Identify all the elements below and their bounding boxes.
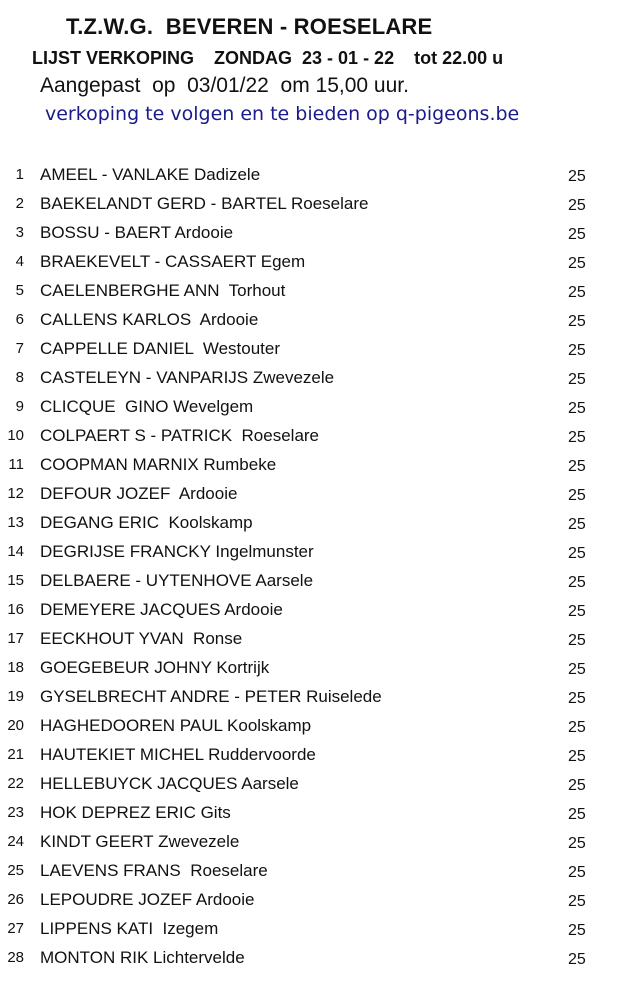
list-item — [0, 917, 620, 946]
adjusted-note: Aangepast op 03/01/22 om 15,00 uur. — [40, 74, 409, 97]
entry-name: EECKHOUT YVAN Ronse — [40, 629, 243, 648]
list-item — [0, 308, 620, 337]
entry-count: 25 — [568, 255, 586, 272]
list-item — [0, 221, 620, 250]
list-item — [0, 656, 620, 685]
entry-name: LAEVENS FRANS Roeselare — [40, 861, 268, 880]
entry-name: MONTON RIK Lichtervelde — [40, 948, 245, 967]
list-item — [0, 830, 620, 859]
entry-name: DEMEYERE JACQUES Ardooie — [40, 600, 283, 619]
entry-name: HAGHEDOOREN PAUL Koolskamp — [40, 716, 312, 735]
list-item — [0, 395, 620, 424]
entry-count: 25 — [568, 313, 586, 330]
list-item — [0, 163, 620, 192]
entry-name: BRAEKEVELT - CASSAERT Egem — [40, 252, 306, 271]
entry-name: CLICQUE GINO Wevelgem — [40, 397, 254, 416]
list-item — [0, 453, 620, 482]
list-item — [0, 743, 620, 772]
entry-count: 25 — [568, 748, 586, 765]
list-item — [0, 511, 620, 540]
entry-number: 21 — [7, 746, 24, 763]
entry-number: 7 — [15, 340, 24, 357]
entry-number: 28 — [7, 949, 24, 966]
entry-number: 6 — [15, 311, 24, 328]
entry-number: 9 — [15, 398, 24, 415]
list-item — [0, 482, 620, 511]
entry-count: 25 — [568, 951, 586, 968]
entry-number: 26 — [7, 891, 24, 908]
entry-count: 25 — [568, 458, 586, 475]
entry-name: DEGANG ERIC Koolskamp — [40, 513, 253, 532]
list-item — [0, 801, 620, 830]
entry-name: DEFOUR JOZEF Ardooie — [40, 484, 238, 503]
entry-number: 22 — [7, 775, 24, 792]
entry-count: 25 — [568, 661, 586, 678]
entry-number: 14 — [7, 543, 24, 560]
entry-name: LIPPENS KATI Izegem — [40, 919, 219, 938]
entry-number: 16 — [7, 601, 24, 618]
entry-name: DELBAERE - UYTENHOVE Aarsele — [40, 571, 314, 590]
entry-name: KINDT GEERT Zwevezele — [40, 832, 240, 851]
entry-count: 25 — [568, 400, 586, 417]
entry-number: 1 — [15, 166, 24, 183]
entry-count: 25 — [568, 168, 586, 185]
entry-number: 24 — [7, 833, 24, 850]
entry-number: 3 — [15, 224, 24, 241]
list-item — [0, 424, 620, 453]
entry-name: CALLENS KARLOS Ardooie — [40, 310, 259, 329]
list-item — [0, 685, 620, 714]
entry-name: CAPPELLE DANIEL Westouter — [40, 339, 280, 358]
entry-number: 8 — [15, 369, 24, 386]
entry-count: 25 — [568, 516, 586, 533]
entry-name: HAUTEKIET MICHEL Ruddervoorde — [40, 745, 316, 764]
entry-count: 25 — [568, 719, 586, 736]
entry-name: COOPMAN MARNIX Rumbeke — [40, 455, 277, 474]
entry-count: 25 — [568, 197, 586, 214]
entry-name: DEGRIJSE FRANCKY Ingelmunster — [40, 542, 314, 561]
entry-name: AMEEL - VANLAKE Dadizele — [40, 165, 261, 184]
entry-count: 25 — [568, 922, 586, 939]
entry-count: 25 — [568, 632, 586, 649]
list-item — [0, 888, 620, 917]
entry-name: CASTELEYN - VANPARIJS Zwevezele — [40, 368, 335, 387]
auction-link-text: verkoping te volgen en te bieden op q-pigeons.be — [45, 103, 520, 125]
list-item — [0, 540, 620, 569]
document-title: T.Z.W.G. BEVEREN - ROESELARE — [66, 14, 433, 39]
entry-number: 4 — [15, 253, 24, 270]
entry-name: BAEKELANDT GERD - BARTEL Roeselare — [40, 194, 369, 213]
entry-count: 25 — [568, 226, 586, 243]
entry-count: 25 — [568, 429, 586, 446]
entry-count: 25 — [568, 574, 586, 591]
entry-count: 25 — [568, 603, 586, 620]
entry-count: 25 — [568, 835, 586, 852]
entry-name: GYSELBRECHT ANDRE - PETER Ruiselede — [40, 687, 382, 706]
entry-name: COLPAERT S - PATRICK Roeselare — [40, 426, 320, 445]
entry-number: 19 — [7, 688, 24, 705]
entry-count: 25 — [568, 864, 586, 881]
entry-number: 27 — [7, 920, 24, 937]
sale-date-subtitle: LIJST VERKOPING ZONDAG 23 - 01 - 22 tot 22.00 u — [32, 48, 504, 68]
entry-count: 25 — [568, 487, 586, 504]
entry-number: 23 — [7, 804, 24, 821]
entry-count: 25 — [568, 806, 586, 823]
entry-count: 25 — [568, 284, 586, 301]
seller-list — [0, 163, 620, 975]
entry-number: 25 — [7, 862, 24, 879]
list-item — [0, 598, 620, 627]
entry-count: 25 — [568, 371, 586, 388]
list-item — [0, 192, 620, 221]
entry-name: BOSSU - BAERT Ardooie — [40, 223, 234, 242]
list-item — [0, 714, 620, 743]
list-item — [0, 569, 620, 598]
entry-number: 5 — [15, 282, 24, 299]
entry-number: 17 — [7, 630, 24, 647]
list-item — [0, 250, 620, 279]
list-item — [0, 337, 620, 366]
list-item — [0, 627, 620, 656]
list-item — [0, 772, 620, 801]
entry-number: 11 — [8, 456, 24, 473]
list-item — [0, 366, 620, 395]
entry-count: 25 — [568, 545, 586, 562]
entry-number: 10 — [7, 427, 24, 444]
entry-number: 13 — [7, 514, 24, 531]
list-item — [0, 946, 620, 975]
entry-count: 25 — [568, 893, 586, 910]
entry-number: 18 — [7, 659, 24, 676]
list-item — [0, 279, 620, 308]
entry-count: 25 — [568, 690, 586, 707]
entry-count: 25 — [568, 342, 586, 359]
entry-number: 12 — [7, 485, 24, 502]
list-item — [0, 859, 620, 888]
entry-number: 2 — [15, 195, 24, 212]
entry-count: 25 — [568, 777, 586, 794]
entry-name: GOEGEBEUR JOHNY Kortrijk — [40, 658, 270, 677]
entry-name: HELLEBUYCK JACQUES Aarsele — [40, 774, 299, 793]
entry-number: 15 — [7, 572, 24, 589]
entry-number: 20 — [7, 717, 24, 734]
entry-name: HOK DEPREZ ERIC Gits — [40, 803, 231, 822]
entry-name: LEPOUDRE JOZEF Ardooie — [40, 890, 255, 909]
entry-name: CAELENBERGHE ANN Torhout — [40, 281, 286, 300]
